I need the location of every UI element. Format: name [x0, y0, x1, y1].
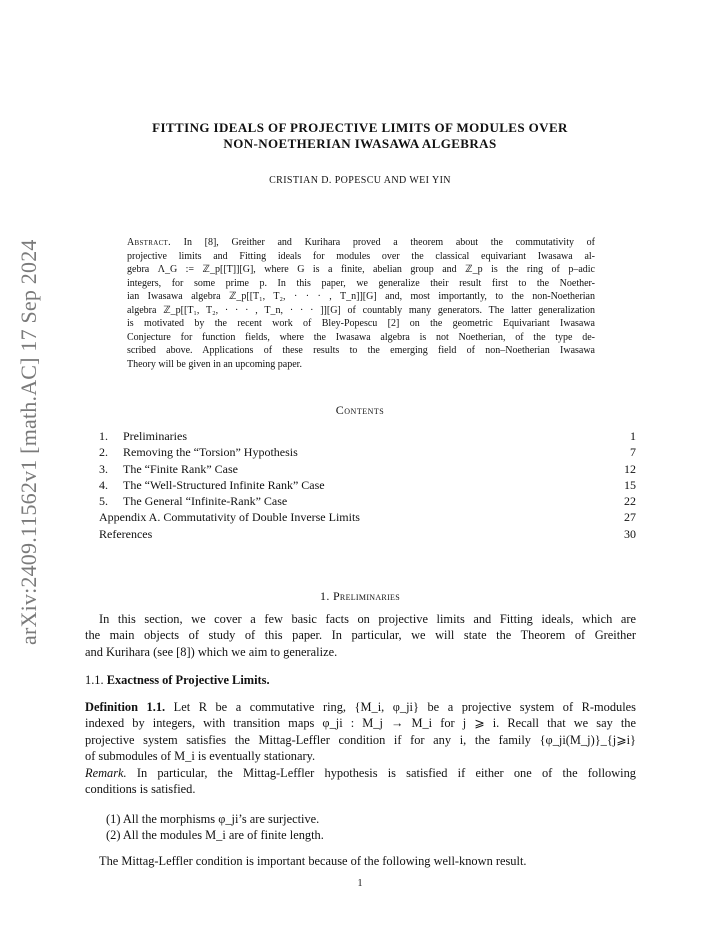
subsection-number: 1.1. [85, 673, 104, 687]
toc-entry[interactable] [99, 461, 636, 477]
toc-title: Preliminaries [123, 429, 187, 443]
toc-number: 1. [99, 429, 108, 443]
title-line: FITTING IDEALS OF PROJECTIVE LIMITS OF MODULES OVER [152, 120, 568, 135]
paragraph-line: The Mittag-Leffler condition is important because of the following well-known result. [99, 854, 527, 868]
paragraph-line: indexed by integers, with transition maps φ_ji : M_j → M_i for j ⩾ i. Recall that we say the [85, 716, 636, 731]
abstract-line [127, 236, 595, 250]
abstract-line: is motivated by the recent work of Bley-Popescu [2] on the geometric Equivariant Iwasawa [127, 318, 595, 329]
subsection-title: Exactness of Projective Limits. [106, 673, 270, 687]
definition-paragraph [85, 699, 636, 764]
toc-entry[interactable] [99, 428, 636, 444]
toc-page: 15 [624, 477, 636, 492]
toc-page: 1 [630, 429, 636, 443]
section-title: Preliminaries [332, 589, 400, 603]
toc-title: References [99, 526, 153, 541]
remark-text: In particular, the Mittag-Leffler hypothesis is satisfied if either one of the following [136, 766, 636, 780]
contents-heading: Contents [335, 403, 385, 417]
abstract-block [127, 236, 595, 371]
abstract-line: ian Iwasawa algebra ℤ_p[[T₁, T₂, · · · , T_n]][G] and, most importantly, to the non-Noetherian [127, 291, 595, 302]
toc-page: 30 [624, 526, 636, 541]
subsection-heading [85, 673, 270, 688]
toc-number: 5. [99, 494, 108, 509]
toc-title: The “Well-Structured Infinite Rank” Case [123, 477, 325, 492]
paper-title [90, 120, 630, 152]
author-list: CRISTIAN D. POPESCU AND WEI YIN [269, 175, 451, 186]
toc-number: 2. [99, 445, 108, 460]
abstract-line: projective limits and Fitting ideals for modules over the classical equivariant Iwasawa al- [127, 250, 595, 262]
remark-paragraph [85, 765, 636, 798]
section-number: 1. [320, 589, 330, 603]
intro-paragraph [85, 611, 636, 660]
toc-title: The “Finite Rank” Case [123, 461, 238, 476]
toc-number: 3. [99, 461, 108, 476]
toc-entry[interactable] [99, 477, 636, 493]
toc-page: 22 [624, 494, 636, 509]
abstract-line: integers, for some prime p. In this paper, we generalize their result first to the Noether- [127, 277, 595, 289]
toc-number: 4. [99, 477, 108, 492]
toc-page: 12 [624, 461, 636, 476]
remark-label: Remark. [85, 766, 127, 780]
toc-page: 7 [630, 445, 636, 460]
abstract-line: gebra Λ_G := ℤ_p[[T]][G], where G is a finite, abelian group and ℤ_p is the ring of p–adic [127, 264, 595, 275]
toc-title: Appendix A. Commutativity of Double Inverse Limits [99, 510, 360, 525]
paragraph-line [85, 765, 636, 781]
paragraph-line: of submodules of M_i is eventually stationary. [85, 748, 316, 763]
abstract-line: algebra ℤ_p[[T₁, T₂, · · · , T_n, · · · ]][G] of countably many generators. The latter generalization [127, 304, 595, 316]
abstract-label: Abstract. [127, 237, 171, 248]
arxiv-identifier-stamp: arXiv:2409.11562v1 [math.AC] 17 Sep 2024 [16, 239, 41, 645]
definition-text: Let R be a commutative ring, {M_i, φ_ji} be a projective system of R-modules [173, 700, 636, 714]
toc-page: 27 [624, 510, 636, 525]
abstract-line: scribed above. Applications of these results to the emerging field of non–Noetherian Iwasawa [127, 345, 595, 356]
paragraph-line: In this section, we cover a few basic facts on projective limits and Fitting ideals, which are [99, 612, 636, 626]
toc-entry[interactable] [99, 493, 636, 509]
conditions-list [106, 811, 324, 844]
paragraph-line: and Kurihara (see [8]) which we aim to generalize. [85, 644, 338, 659]
title-line: NON-NOETHERIAN IWASAWA ALGEBRAS [223, 136, 497, 151]
paragraph-line: projective system satisfies the Mittag-Leffler condition if for any i, the family {φ_ji(M_j)}_{j⩾i} [85, 732, 636, 747]
table-of-contents [99, 428, 636, 542]
abstract-text: In [8], Greither and Kurihara proved a theorem about the commutativity of [183, 237, 595, 248]
paragraph-line: conditions is satisfied. [85, 782, 196, 797]
definition-label: Definition 1.1. [85, 700, 166, 714]
section-heading [90, 589, 630, 604]
list-item: (2) All the modules M_i are of finite length. [106, 828, 324, 843]
toc-entry[interactable] [99, 509, 636, 525]
list-item: (1) All the morphisms φ_ji’s are surjective. [106, 812, 320, 826]
paragraph-line [85, 699, 636, 715]
abstract-line: Conjecture for function fields, where the Iwasawa algebra is not Noetherian, of the type de- [127, 331, 595, 343]
abstract-line: Theory will be given in an upcoming paper. [127, 358, 302, 370]
toc-entry[interactable] [99, 444, 636, 460]
page-number: 1 [357, 878, 363, 889]
paragraph-line: the main objects of study of this paper. In particular, we will state the Theorem of Greither [85, 628, 636, 643]
toc-title: The General “Infinite-Rank” Case [123, 494, 288, 509]
closing-paragraph [85, 853, 636, 869]
toc-entry[interactable] [99, 526, 636, 542]
toc-title: Removing the “Torsion” Hypothesis [123, 445, 298, 460]
